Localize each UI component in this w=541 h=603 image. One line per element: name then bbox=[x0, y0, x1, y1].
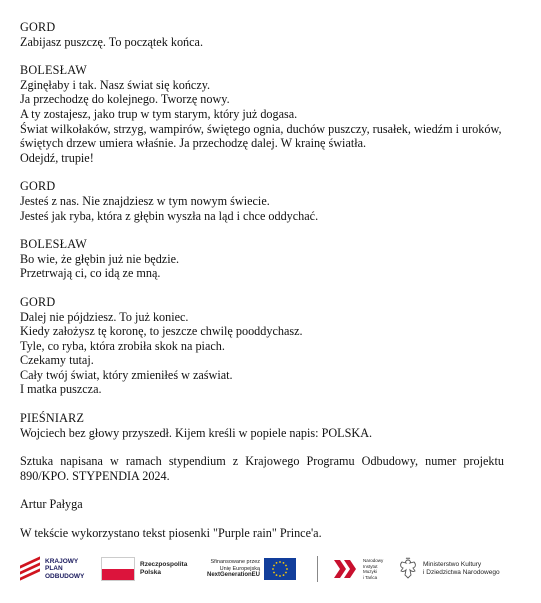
author-block bbox=[20, 497, 504, 512]
nimit-logo-text: Narodowy Instytut Muzyki i Tańca bbox=[363, 558, 384, 580]
speaker-name: GORD bbox=[20, 20, 56, 34]
dialogue-line: I matka puszcza. bbox=[20, 382, 102, 397]
dialogue-line: Zginęłaby i tak. Nasz świat się kończy. bbox=[20, 77, 211, 92]
dialogue-block bbox=[20, 179, 504, 223]
mkidn-logo bbox=[397, 553, 515, 585]
dialogue-line: Przetrwają ci, co idą ze mną. bbox=[20, 266, 161, 281]
rzeczpospolita-logo-text: Rzeczpospolita Polska bbox=[140, 561, 188, 576]
credit-block bbox=[20, 526, 504, 541]
dialogue-block bbox=[20, 411, 504, 440]
eu-funding-logo bbox=[202, 553, 296, 585]
eagle-emblem-icon bbox=[397, 557, 419, 581]
kpo-logo bbox=[20, 553, 87, 585]
document-body bbox=[20, 20, 504, 555]
dialogue-line: Ja przechodzę do kolejnego. Tworzę nowy. bbox=[20, 92, 230, 107]
nimit-logo bbox=[332, 553, 387, 585]
dialogue-line: Jesteś z nas. Nie znajdziesz w tym nowym świecie. bbox=[20, 193, 270, 208]
dialogue-line: Odejdź, trupie! bbox=[20, 150, 94, 165]
dialogue-line: Czekamy tutaj. bbox=[20, 353, 94, 368]
speaker-name: BOLESŁAW bbox=[20, 237, 87, 252]
dialogue-line: Wojciech bez głowy przyszedł. Kijem kreśli w popiele napis: POLSKA. bbox=[20, 425, 373, 440]
dialogue-line: Bo wie, że głębin już nie będzie. bbox=[20, 251, 180, 266]
dialogue-line: świętych drzew umiera właśnie. Ja przechodzę dalej. W krainę światła. bbox=[20, 136, 367, 151]
dialogue-block bbox=[20, 63, 504, 165]
polish-flag-icon bbox=[101, 557, 135, 581]
speaker-name: GORD bbox=[20, 294, 56, 309]
speaker-name: PIEŚNIARZ bbox=[20, 411, 85, 426]
dialogue-line: Jesteś jak ryba, która z głębin wyszła na ląd i chce oddychać. bbox=[20, 208, 319, 223]
speaker-name: GORD bbox=[20, 179, 56, 194]
kpo-mark-icon bbox=[20, 558, 40, 580]
project-note-block bbox=[20, 454, 504, 483]
author-name: Artur Pałyga bbox=[20, 497, 83, 512]
dialogue-block bbox=[20, 295, 504, 397]
dialogue-line: Zabijasz puszczę. To początek końca. bbox=[20, 34, 204, 49]
song-credit: W tekście wykorzystano tekst piosenki "Purple rain" Prince'a. bbox=[20, 526, 322, 541]
dialogue-block bbox=[20, 20, 504, 49]
speaker-name: BOLESŁAW bbox=[20, 63, 87, 78]
mkidn-logo-text: Ministerstwo Kultury i Dziedzictwa Narodowego bbox=[423, 561, 500, 576]
dialogue-line: Dalej nie pójdziesz. To już koniec. bbox=[20, 309, 189, 324]
dialogue-line: Kiedy założysz tę koronę, to jeszcze chwilę pooddychasz. bbox=[20, 324, 303, 339]
project-note: Sztuka napisana w ramach stypendium z Krajowego Programu Odbudowy, numer projektu 890/KPO. STYPENDIA 2024. bbox=[20, 454, 504, 483]
eu-funding-text: Sfinansowane przez Unię Europejską NextGenerationEU bbox=[206, 558, 260, 579]
nimit-mark-icon bbox=[332, 557, 360, 581]
eu-flag-icon bbox=[264, 558, 296, 580]
funding-logos-footer bbox=[20, 553, 510, 589]
logo-divider bbox=[317, 556, 318, 582]
dialogue-line: Tyle, co ryba, która zrobiła skok na piach. bbox=[20, 338, 225, 353]
dialogue-line: Świat wilkołaków, strzyg, wampirów, świętego ognia, duchów puszczy, rusałek, wiedźm i uroków, bbox=[20, 121, 502, 136]
dialogue-block bbox=[20, 237, 504, 281]
dialogue bbox=[20, 20, 504, 440]
rzeczpospolita-logo bbox=[101, 553, 188, 585]
dialogue-line: Cały twój świat, który zmieniłeś w zaświat. bbox=[20, 367, 233, 382]
kpo-logo-text: KRAJOWY PLAN ODBUDOWY bbox=[45, 557, 85, 580]
dialogue-line: A ty zostajesz, jako trup w tym starym, który już dogasa. bbox=[20, 106, 298, 121]
